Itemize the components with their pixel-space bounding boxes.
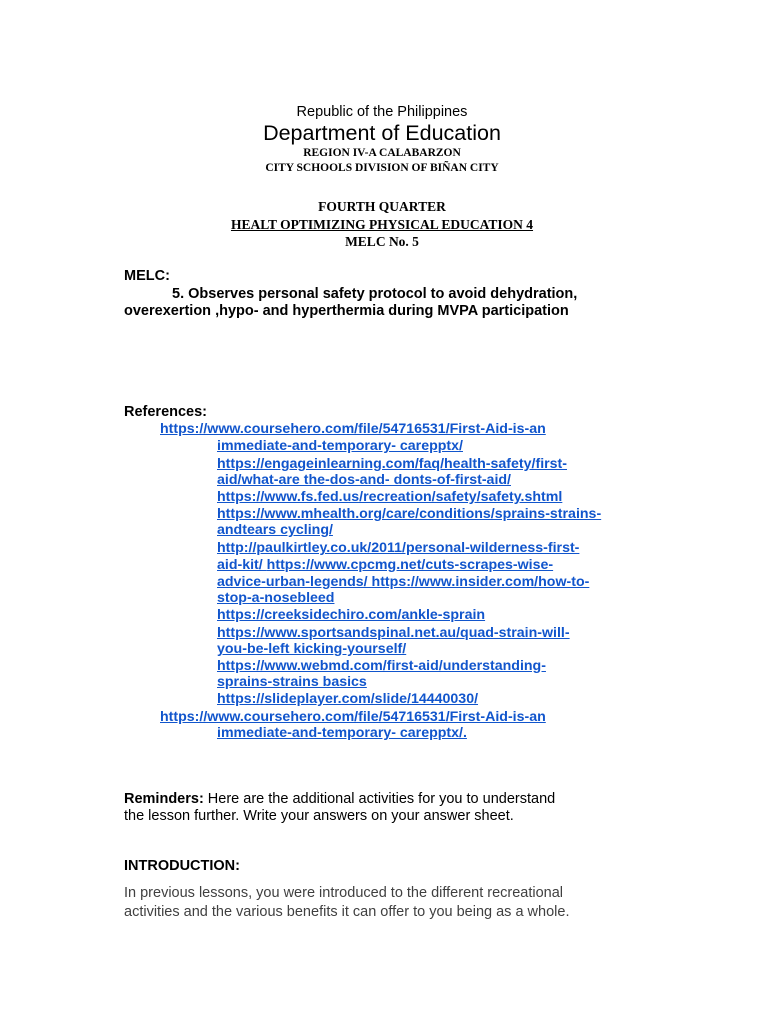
reminders-line-2: the lesson further. Write your answers on your answer sheet. [124, 808, 514, 824]
reference-link[interactable]: https://www.cpcmg.net/cuts-scrapes-wise- [266, 557, 554, 573]
melc-line-2: overexertion ,hypo- and hyperthermia during MVPA participation [124, 303, 569, 319]
reference-link[interactable]: https://creeksidechiro.com/ankle-sprain [217, 607, 486, 623]
references-label: References: [124, 404, 208, 420]
reference-link[interactable]: https://www.mhealth.org/care/conditions/sprains-strains- [217, 506, 602, 522]
department-title: Department of Education [263, 121, 501, 145]
reference-link[interactable]: https://www.insider.com/how-to- [371, 574, 590, 590]
introduction-line-2: activities and the various benefits it can offer to you being as a whole. [124, 904, 570, 920]
melc-number: MELC No. 5 [345, 234, 419, 249]
quarter-line: FOURTH QUARTER [318, 199, 446, 214]
reference-line [217, 556, 553, 574]
reference-line [217, 488, 562, 506]
reference-link[interactable]: https://www.fs.fed.us/recreation/safety/safety.shtml [217, 489, 563, 505]
reminders-text: Here are the additional activities for you to understand [203, 791, 556, 807]
reference-line [160, 420, 546, 438]
reference-line [217, 673, 367, 691]
reference-link[interactable]: https://slideplayer.com/slide/14440030/ [217, 691, 479, 707]
reference-link[interactable]: cycling/ [280, 522, 333, 538]
reminders-label: Reminders: [124, 791, 204, 807]
introduction-line-1: In previous lessons, you were introduced to the different recreational [124, 885, 564, 901]
reference-link[interactable]: immediate-and-temporary- carepptx/. [217, 725, 467, 741]
introduction-label: INTRODUCTION: [124, 858, 240, 874]
reference-line [217, 690, 478, 708]
melc-line-1: 5. Observes personal safety protocol to avoid dehydration, [172, 286, 578, 302]
reference-link[interactable]: https://www.webmd.com/first-aid/understanding- [217, 658, 546, 674]
reference-line [217, 589, 334, 607]
reference-link[interactable]: stop-a-nosebleed [217, 590, 335, 606]
subject-line: HEALT OPTIMIZING PHYSICAL EDUCATION 4 [230, 217, 534, 232]
reference-line [217, 521, 333, 539]
reference-line [217, 640, 406, 658]
republic-line: Republic of the Philippines [296, 104, 468, 120]
reference-line [217, 724, 467, 742]
reference-link[interactable]: https://engageinlearning.com/faq/health-safety/first- [217, 456, 568, 472]
division-line: CITY SCHOOLS DIVISION OF BIÑAN CITY [265, 162, 499, 174]
reference-line [217, 437, 463, 455]
reference-line [217, 606, 485, 624]
reference-line [217, 539, 579, 557]
reference-link[interactable]: sprains-strains basics [217, 674, 367, 690]
reference-link[interactable]: you-be-left kicking-yourself/ [217, 641, 407, 657]
reference-link[interactable]: advice-urban-legends/ [217, 574, 372, 590]
reference-link[interactable]: https://www.sportsandspinal.net.au/quad-strain-will- [217, 625, 570, 641]
melc-label: MELC: [124, 268, 170, 284]
reference-link[interactable]: aid/what-are the-dos-and- donts-of-first-aid/ [217, 472, 511, 488]
region-line: REGION IV-A CALABARZON [303, 147, 461, 159]
reference-link[interactable]: https://www.coursehero.com/file/54716531/First-Aid-is-an [160, 421, 546, 437]
reference-line [217, 471, 511, 489]
reminders-line-1 [124, 791, 555, 807]
reference-link[interactable]: http://paulkirtley.co.uk/2011/personal-wilderness-first- [217, 540, 580, 556]
reference-link[interactable]: andtears [217, 522, 281, 538]
reference-link[interactable]: https://www.coursehero.com/file/54716531/First-Aid-is-an [160, 709, 546, 725]
reference-link[interactable]: aid-kit/ [217, 557, 267, 573]
reference-link[interactable]: immediate-and-temporary- carepptx/ [217, 438, 463, 454]
